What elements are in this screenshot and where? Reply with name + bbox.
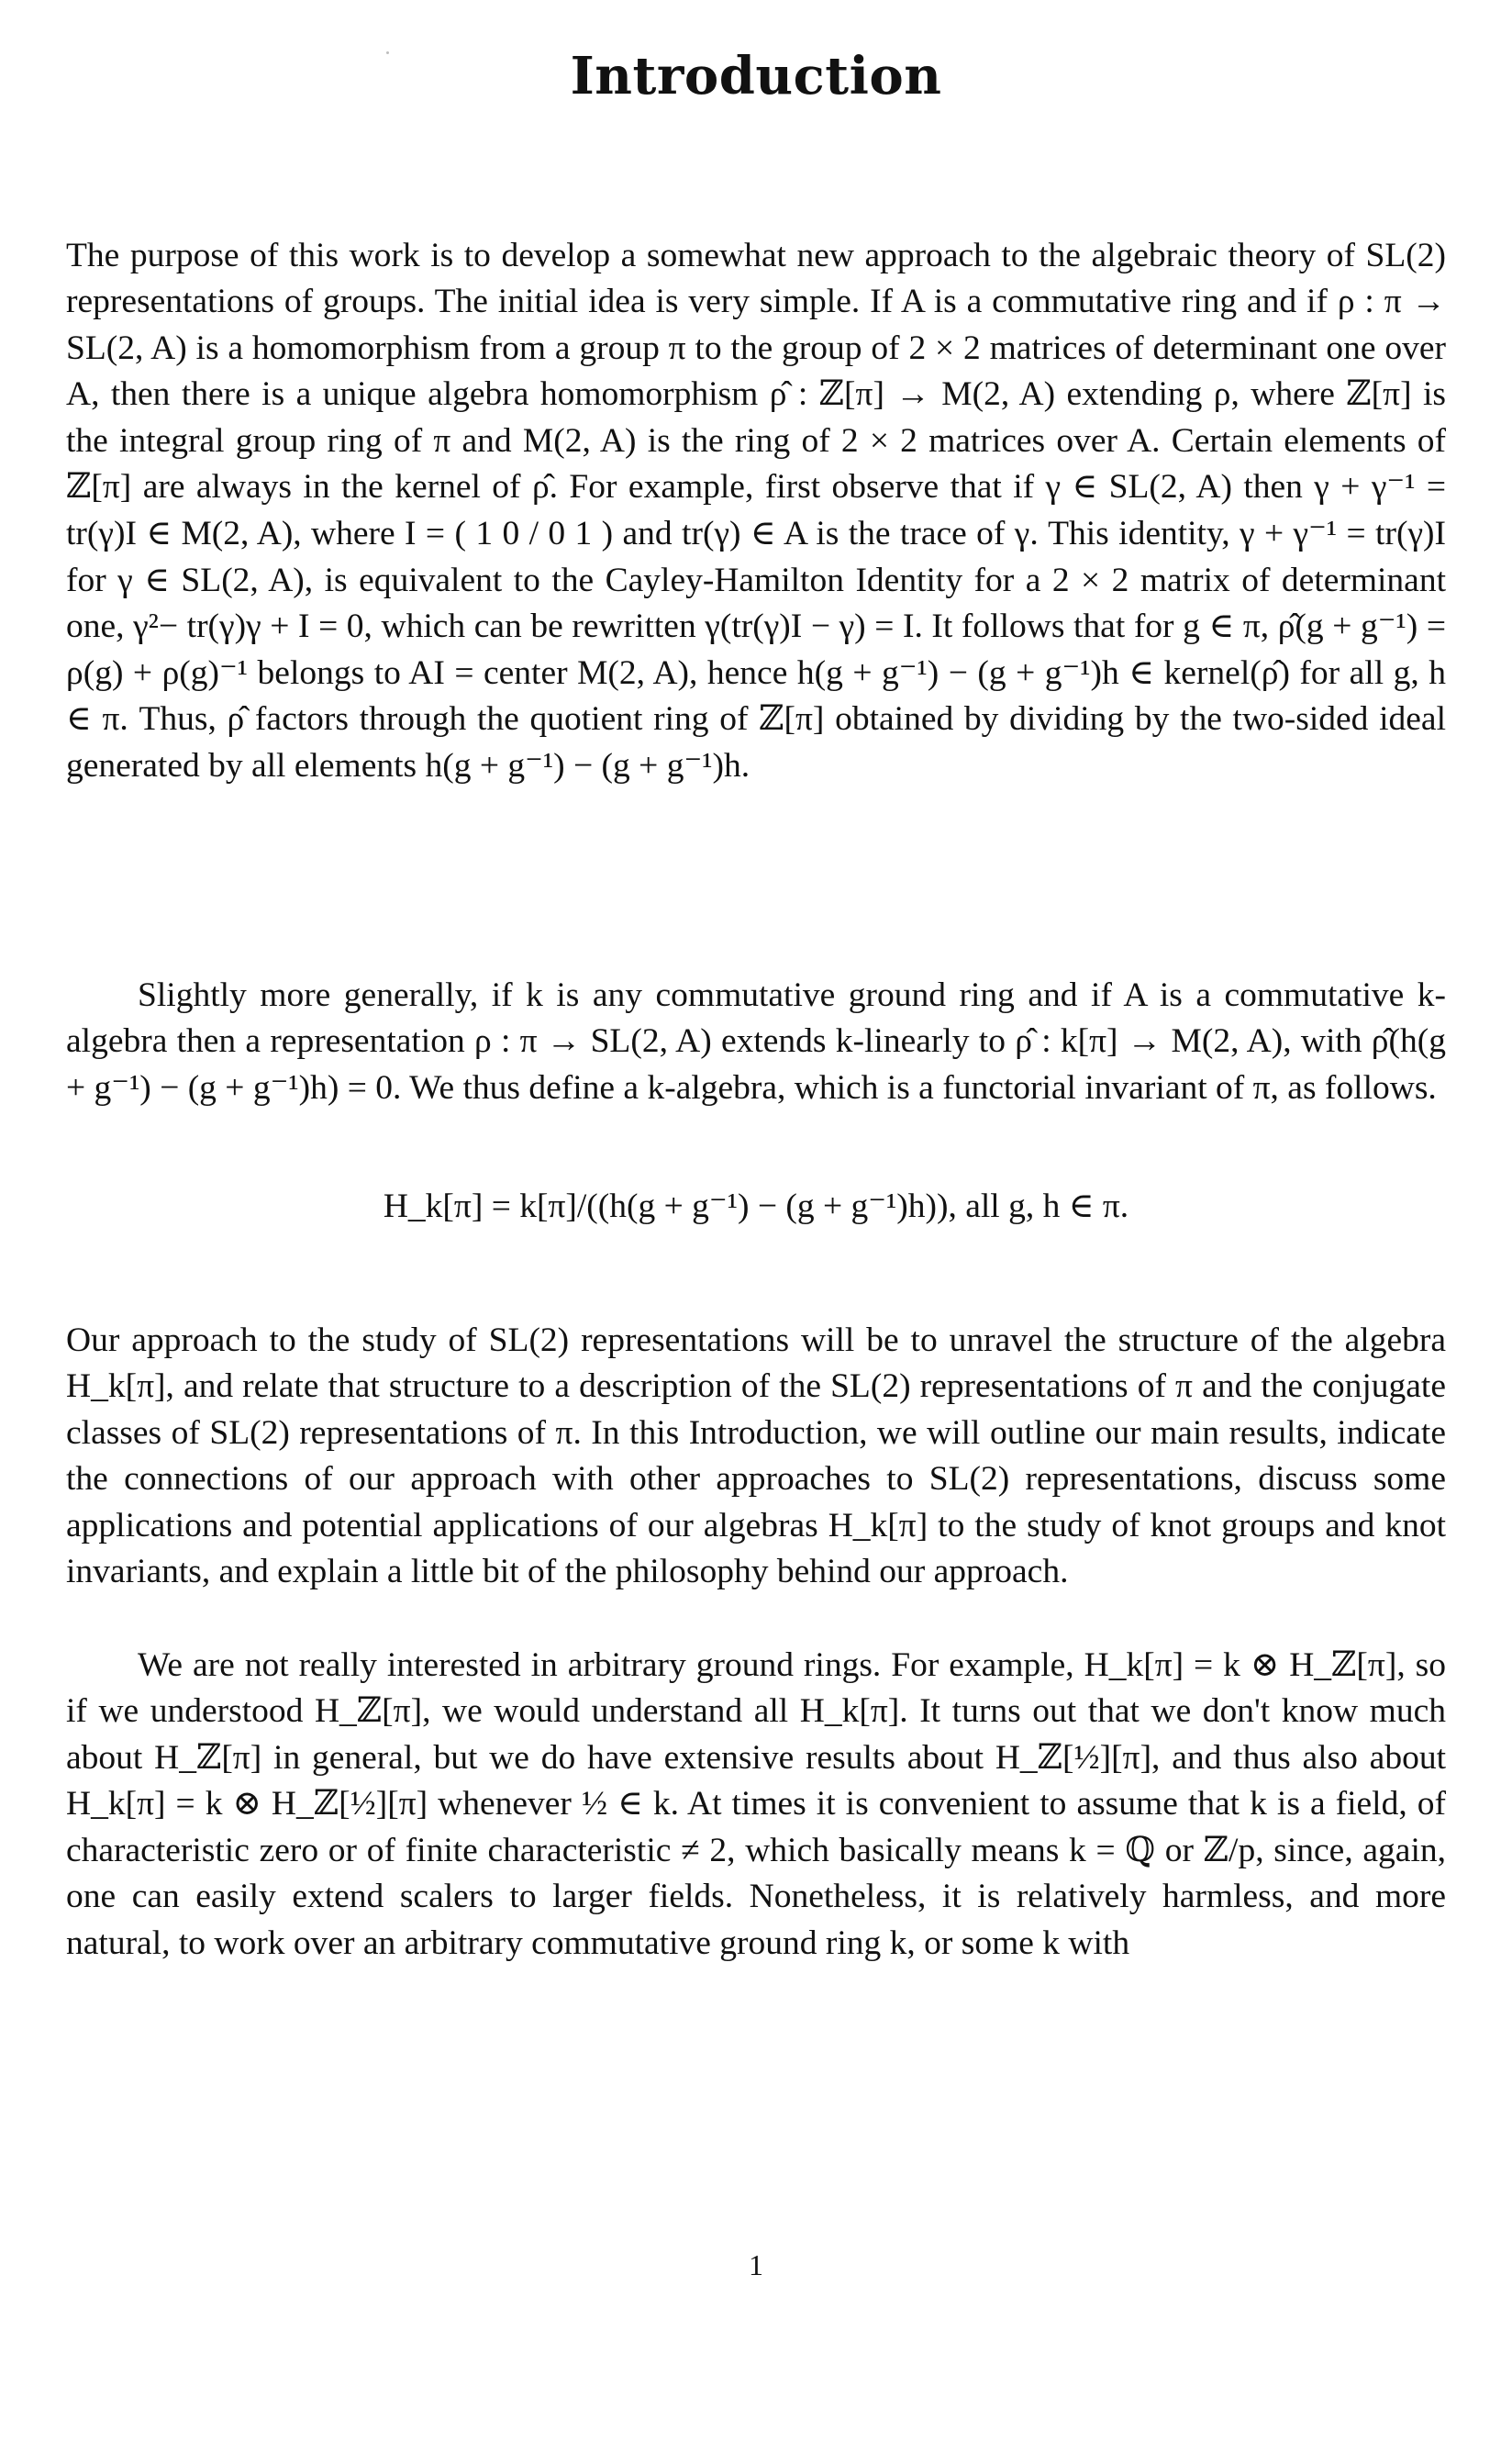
display-equation: H_k[π] = k[π]/((h(g + g⁻¹) − (g + g⁻¹)h)), all g, h ∈ π. — [383, 1188, 1129, 1225]
paragraph-1: The purpose of this work is to develop a somewhat new approach to the algebraic theory of SL(2) representations of groups. The initial idea is very simple. If A is a commutative ring and if ρ : π → SL(2, A) is a homomorphism from a group π to the group of 2 × 2 matrices of determinant one over A, then there is a unique algebra homomorphism ρ̂ : ℤ[π] → M(2, A) extending ρ, where ℤ[π] is the integral group ring of π and M(2, A) is the ring of 2 × 2 matrices over A. Certain elements of ℤ[π] are always in the kernel of ρ̂. For example, first observe that if γ ∈ SL(2, A) then γ + γ⁻¹ = tr(γ)I ∈ M(2, A), where I = ( 1 0 / 0 1 ) and tr(γ) ∈ A is the trace of γ. This identity, γ + γ⁻¹ = tr(γ)I for γ ∈ SL(2, A), is equivalent to the Cayley-Hamilton Identity for a 2 × 2 matrix of determinant one, γ²− tr(γ)γ + I = 0, which can be rewritten γ(tr(γ)I − γ) = I. It follows that for g ∈ π, ρ̂(g + g⁻¹) = ρ(g) + ρ(g)⁻¹ belongs to AI = center M(2, A), hence h(g + g⁻¹) − (g + g⁻¹)h ∈ kernel(ρ̂) for all g, h ∈ π. Thus, ρ̂ factors through the quotient ring of ℤ[π] obtained by dividing by the two-sided ideal generated by all elements h(g + g⁻¹) − (g + g⁻¹)h. — [66, 236, 1446, 786]
paragraph-2: Slightly more generally, if k is any commutative ground ring and if A is a commutative k-algebra then a representation ρ : π → SL(2, A) extends k-linearly to ρ̂ : k[π] → M(2, A), with ρ̂(h(g + g⁻¹) − (g + g⁻¹)h) = 0. We thus define a k-algebra, which is a functorial invariant of π, as follows. — [66, 976, 1446, 1107]
paragraph-4: We are not really interested in arbitrary ground rings. For example, H_k[π] = k ⊗ H_ℤ[π], so if we understood H_ℤ[π], we would understand all H_k[π]. It turns out that we don't know much about H_ℤ[π] in general, but we do have extensive results about H_ℤ[½][π], and thus also about H_k[π] = k ⊗ H_ℤ[½][π] whenever ½ ∈ k. At times it is convenient to assume that k is a field, of characteristic zero or of finite characteristic ≠ 2, which basically means k = ℚ or ℤ/p, since, again, one can easily extend scalers to larger fields. Nonetheless, it is relatively harmless, and more natural, to work over an arbitrary commutative ground ring k, or some k with — [66, 1645, 1446, 1963]
page-title: Introduction — [570, 46, 942, 106]
paragraph-3: Our approach to the study of SL(2) representations will be to unravel the structure of the algebra H_k[π], and relate that structure to a description of the SL(2) representations of π and the conjugate classes of SL(2) representations of π. In this Introduction, we will outline our main results, indicate the connections of our approach with other approaches to SL(2) representations, discuss some applications and potential applications of our algebras H_k[π] to the study of knot groups and knot invariants, and explain a little bit of the philosophy behind our approach. — [66, 1321, 1446, 1591]
page-number: 1 — [749, 2248, 763, 2281]
